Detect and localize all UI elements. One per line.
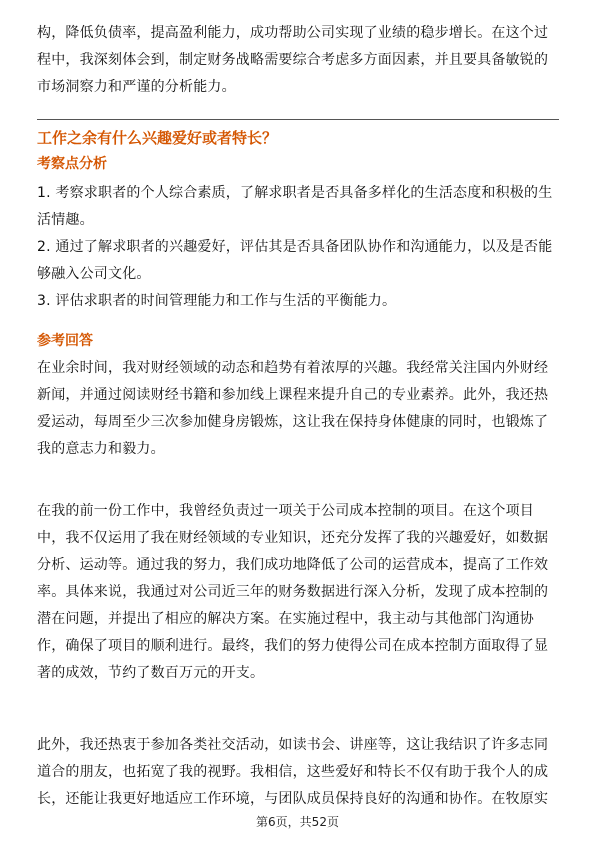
answer-paragraph-1: 在业余时间，我对财经领域的动态和趋势有着浓厚的兴趣。我经常关注国内外财经新闻，并通过阅读财经书籍和参加线上课程来提升自己的专业素养。此外，我还热爱运动，每周至少三次参加健身房锻炼，这让我在保持身体健康的同时，也锻炼了我的意志力和毅力。 xyxy=(37,360,549,457)
section-divider xyxy=(37,119,559,120)
analysis-point-1: 1. 考察求职者的个人综合素质，了解求职者是否具备多样化的生活态度和积极的生活情趣。 xyxy=(37,185,553,228)
analysis-heading: 考察点分析 xyxy=(37,156,107,172)
question-heading: 工作之余有什么兴趣爱好或者特长？ xyxy=(37,129,278,147)
analysis-point-3: 3. 评估求职者的时间管理能力和工作与生活的平衡能力。 xyxy=(37,293,397,309)
page-number: 第6页，共52页 xyxy=(256,815,339,829)
answer-paragraph-3: 此外，我还热衷于参加各类社交活动，如读书会、讲座等，这让我结识了许多志同道合的朋友，也拓宽了我的视野。我相信，这些爱好和特长不仅有助于我个人的成长，还能让我更好地适应工作环境，与团队成员保持良好的沟通和协作。在牧原实 xyxy=(37,737,549,807)
intro-paragraph: 构，降低负债率，提高盈利能力，成功帮助公司实现了业绩的稳步增长。在这个过程中，我深刻体会到，制定财务战略需要综合考虑多方面因素，并且要具备敏锐的市场洞察力和严谨的分析能力。 xyxy=(37,25,549,95)
analysis-point-2: 2. 通过了解求职者的兴趣爱好，评估其是否具备团队协作和沟通能力，以及是否能够融入公司文化。 xyxy=(37,239,553,282)
answer-paragraph-2: 在我的前一份工作中，我曾经负责过一项关于公司成本控制的项目。在这个项目中，我不仅运用了我在财经领域的专业知识，还充分发挥了我的兴趣爱好，如数据分析、运动等。通过我的努力，我们成功地降低了公司的运营成本，提高了工作效率。具体来说，我通过对公司近三年的财务数据进行深入分析，发现了成本控制的潜在问题，并提出了相应的解决方案。在实施过程中，我主动与其他部门沟通协作，确保了项目的顺利进行。最终，我们的努力使得公司在成本控制方面取得了显著的成效，节约了数百万元的开支。 xyxy=(37,503,549,681)
answer-heading: 参考回答 xyxy=(37,333,93,349)
